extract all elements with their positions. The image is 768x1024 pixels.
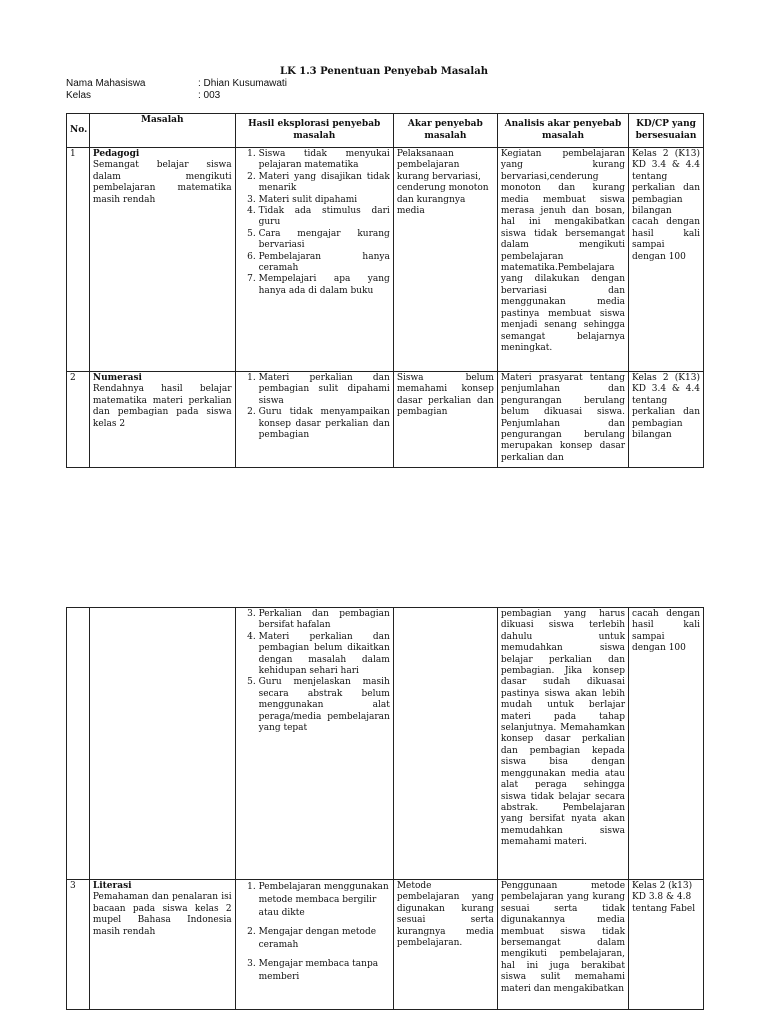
header-no: No. (67, 114, 90, 148)
list-item: 3. Mengajar membaca tanpa memberi (259, 958, 390, 984)
hasil-list (239, 881, 390, 984)
list-item: 3. Perkalian dan pembagian bersifat hafalan (259, 609, 390, 632)
table-row-continued (67, 608, 704, 880)
row-analisis: Kegiatan pembelajaran yang kurang bervariasi,cenderung monoton dan kurang media membuat siswa merasa jenuh dan bosan, hal ini mengakibatkan siswa tidak bersemangat dalam mengikuti pembelajaran matematika.Pembelajara yang dilakukan dengan bervariasi dan menggunakan media pastinya membuat siswa menjadi senang sehingga semangat belajarnya meningkat. (497, 148, 628, 372)
table-row (67, 880, 704, 1010)
hasil-list (239, 373, 390, 441)
row-masalah (89, 608, 235, 880)
list-item: 5. Guru menjelaskan masih secara abstrak belum menggunakan alat peraga/media pembelajaran yang tepat (259, 677, 390, 734)
header-masalah: Masalah (89, 114, 235, 148)
header-akar: Akar penyebab masalah (393, 114, 497, 148)
row-no: 1 (67, 148, 90, 372)
document-title: LK 1.3 Penentuan Penyebab Masalah (280, 66, 488, 77)
masalah-text: Rendahnya hasil belajar matematika materi perkalian dan pembagian pada siswa kelas 2 (92, 384, 232, 429)
row-akar: Siswa belum memahami konsep dasar perkalian dan pembagian (393, 372, 497, 468)
masalah-text: Pemahaman dan penalaran isi bacaan pada siswa kelas 2 mupel Bahasa Indonesia masih rendah (92, 892, 232, 937)
kelas-value: : 003 (198, 90, 221, 101)
list-item: 2. Guru tidak menyampaikan konsep dasar perkalian dan pembagian (259, 407, 390, 441)
list-item: 1. Pembelajaran menggunakan metode membaca bergilir atau dikte (259, 881, 390, 920)
header-kd: KD/CP yang bersesuaian (629, 114, 704, 148)
table-row (67, 372, 704, 468)
row-masalah (89, 148, 235, 372)
row-hasil (235, 148, 393, 372)
table-row (67, 148, 704, 372)
masalah-table-page1 (66, 113, 704, 468)
list-item: 4. Materi perkalian dan pembagian belum dikaitkan dengan masalah dalam kehidupan sehari hari (259, 632, 390, 678)
row-akar: Metode pembelajaran yang digunakan kurang sesuai serta kurangnya media pembelajaran. (393, 880, 497, 1010)
row-masalah (89, 372, 235, 468)
list-item: 5. Cara mengajar kurang bervariasi (259, 229, 390, 252)
hasil-list (239, 149, 390, 297)
row-kd: Kelas 2 (K13) KD 3.4 & 4.4 tentang perkalian dan pembagian bilangan cacah dengan hasil kali sampai dengan 100 (629, 148, 704, 372)
row-analisis: Materi prasyarat tentang penjumlahan dan pengurangan berulang belum dikuasai siswa. Penjumlahan dan pengurangan berulang merupakan konsep dasar perkalian dan (497, 372, 628, 468)
row-hasil (235, 372, 393, 468)
row-kd: Kelas 2 (K13) KD 3.4 & 4.4 tentang perkalian dan pembagian bilangan (629, 372, 704, 468)
list-item: 7. Mempelajari apa yang hanya ada di dalam buku (259, 274, 390, 297)
table-header-row (67, 114, 704, 148)
masalah-text: Semangat belajar siswa dalam mengikuti pembelajaran matematika masih rendah (92, 160, 232, 205)
row-hasil (235, 608, 393, 880)
row-no (67, 608, 90, 880)
row-analisis: pembagian yang harus dikuasi siswa terlebih dahulu untuk memudahkan siswa belajar perkalian dan pembagian. Jika konsep dasar sudah dikuasai pastinya siswa akan lebih mudah untuk berlajar materi pada tahap selanjutnya. Memahamkan konsep dasar perkalian dan pembagian kepada siswa bisa dengan menggunakan media atau alat peraga sehingga siswa tidak belajar secara abstrak. Pembelajaran yang bersifat nyata akan memudahkan siswa memahami materi. (497, 608, 628, 880)
kelas-line (66, 90, 220, 101)
hasil-list (239, 609, 390, 734)
nama-label: Nama Mahasiswa (66, 78, 146, 89)
row-masalah (89, 880, 235, 1010)
list-item: 2. Mengajar dengan metode ceramah (259, 926, 390, 952)
list-item: 6. Pembelajaran hanya ceramah (259, 252, 390, 275)
masalah-title: Numerasi (92, 373, 142, 383)
list-item: 1. Materi perkalian dan pembagian sulit dipahami siswa (259, 373, 390, 407)
nama-value: : Dhian Kusumawati (198, 78, 287, 89)
row-kd: cacah dengan hasil kali sampai dengan 100 (629, 608, 704, 880)
masalah-table-page2 (66, 607, 704, 1010)
row-no: 2 (67, 372, 90, 468)
list-item: 4. Tidak ada stimulus dari guru (259, 206, 390, 229)
header-hasil: Hasil eksplorasi penyebab masalah (235, 114, 393, 148)
row-hasil (235, 880, 393, 1010)
header-analisis: Analisis akar penyebab masalah (497, 114, 628, 148)
list-item: 3. Materi sulit dipahami (259, 195, 390, 206)
masalah-title: Literasi (92, 881, 132, 891)
nama-line (66, 78, 287, 89)
kelas-label: Kelas (66, 90, 92, 101)
list-item: 1. Siswa tidak menyukai pelajaran matematika (259, 149, 390, 172)
row-no: 3 (67, 880, 90, 1010)
row-akar (393, 608, 497, 880)
masalah-title: Pedagogi (92, 149, 140, 159)
row-analisis: Penggunaan metode pembelajaran yang kurang sesuai serta tidak digunakannya media membuat siswa tidak bersemangat dalam mengikuti pembelajaran, hal ini juga berakibat siswa sulit memahami materi dan mengakibatkan (497, 880, 628, 1010)
row-kd: Kelas 2 (k13) KD 3.8 & 4.8 tentang Fabel (629, 880, 704, 1010)
row-akar: Pelaksanaan pembelajaran kurang bervariasi, cenderung monoton dan kurangnya media (393, 148, 497, 372)
list-item: 2. Materi yang disajikan tidak menarik (259, 172, 390, 195)
